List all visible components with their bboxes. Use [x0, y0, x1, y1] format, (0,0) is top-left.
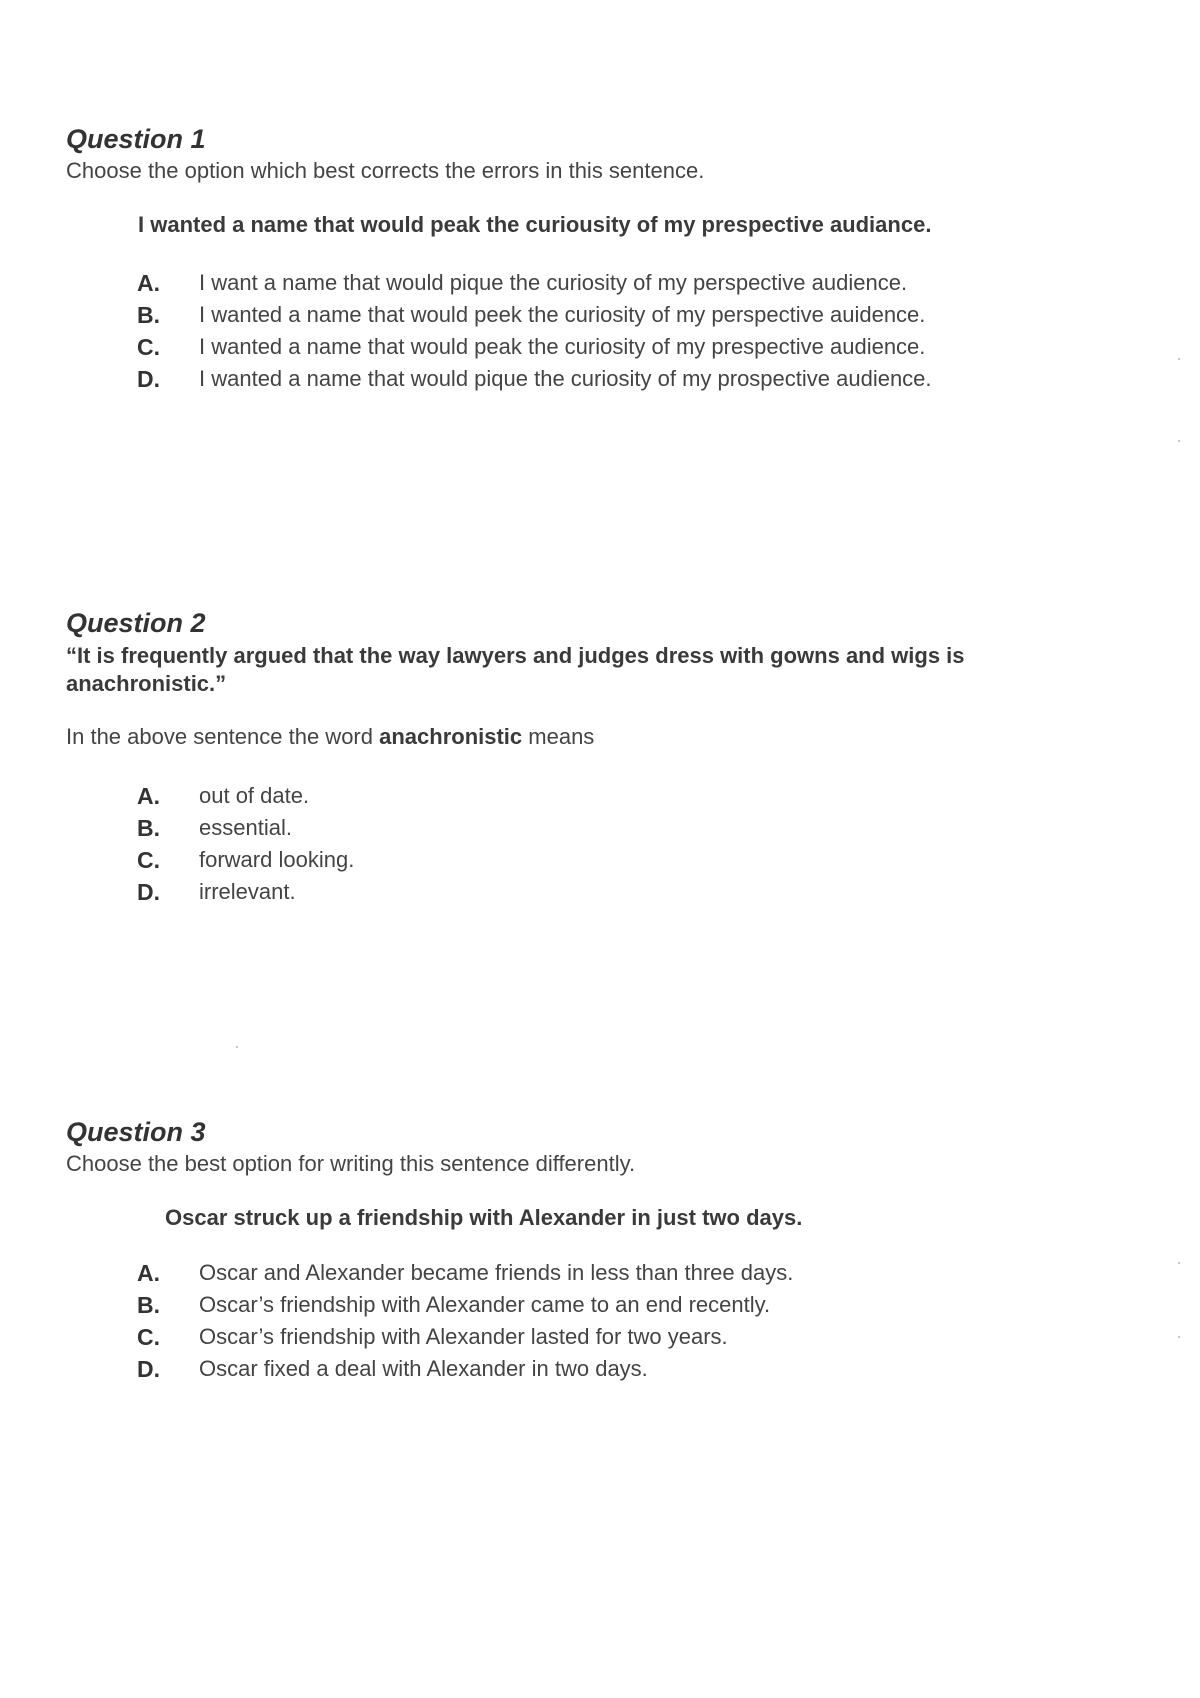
option-b: [137, 299, 1066, 331]
option-letter: A.: [137, 1260, 160, 1286]
option-letter: A.: [137, 783, 160, 809]
question-1: [66, 122, 1066, 395]
option-a: [137, 1257, 1066, 1289]
scan-speck: [1178, 1262, 1180, 1264]
option-text: Oscar’s friendship with Alexander lasted for two years.: [199, 1324, 728, 1349]
scan-speck: [1178, 440, 1180, 442]
question-sentence: Oscar struck up a friendship with Alexander in just two days.: [165, 1205, 803, 1230]
question-2: [66, 606, 1066, 908]
prompt-text-before: In the above sentence the word: [66, 724, 380, 749]
question-3: [66, 1115, 1066, 1385]
question-sentence: I wanted a name that would peak the curiousity of my prespective audiance.: [138, 212, 932, 237]
question-instruction: Choose the best option for writing this sentence differently.: [66, 1151, 636, 1176]
question-prompt: [66, 722, 1066, 752]
option-letter: D.: [137, 366, 160, 392]
option-text: Oscar and Alexander became friends in less than three days.: [199, 1260, 794, 1285]
question-title: Question 1: [66, 124, 206, 154]
option-letter: D.: [137, 1356, 160, 1382]
option-text: I wanted a name that would peek the curiosity of my perspective auidence.: [199, 302, 926, 327]
option-a: [137, 780, 1066, 812]
question-quote: “It is frequently argued that the way lawyers and judges dress with gowns and wigs is anachronistic.”: [66, 643, 965, 696]
option-d: [137, 1353, 1066, 1385]
option-text: Oscar fixed a deal with Alexander in two days.: [199, 1356, 648, 1381]
option-b: [137, 812, 1066, 844]
option-text: out of date.: [199, 783, 310, 808]
option-letter: C.: [137, 334, 160, 360]
option-letter: C.: [137, 847, 160, 873]
option-d: [137, 876, 1066, 908]
question-instruction: Choose the option which best corrects the errors in this sentence.: [66, 158, 705, 183]
option-text: Oscar’s friendship with Alexander came to an end recently.: [199, 1292, 771, 1317]
option-c: [137, 844, 1066, 876]
option-list: [137, 267, 1066, 395]
option-letter: C.: [137, 1324, 160, 1350]
option-list: [137, 780, 1066, 908]
option-text: essential.: [199, 815, 292, 840]
option-list: [137, 1257, 1066, 1385]
option-text: irrelevant.: [199, 879, 296, 904]
question-title: Question 2: [66, 608, 206, 638]
option-c: [137, 331, 1066, 363]
option-letter: D.: [137, 879, 160, 905]
option-text: I wanted a name that would pique the curiosity of my prospective audience.: [199, 366, 932, 391]
option-text: forward looking.: [199, 847, 355, 872]
option-letter: B.: [137, 302, 160, 328]
prompt-keyword: anachronistic: [379, 724, 523, 749]
option-letter: B.: [137, 815, 160, 841]
question-title: Question 3: [66, 1117, 206, 1147]
option-b: [137, 1289, 1066, 1321]
option-letter: A.: [137, 270, 160, 296]
prompt-text-after: means: [522, 724, 595, 749]
option-a: [137, 267, 1066, 299]
option-c: [137, 1321, 1066, 1353]
option-d: [137, 363, 1066, 395]
option-letter: B.: [137, 1292, 160, 1318]
scan-speck: [236, 1046, 238, 1048]
option-text: I want a name that would pique the curiosity of my perspective audience.: [199, 270, 908, 295]
scan-speck: [1178, 1336, 1180, 1338]
scan-speck: [1178, 358, 1180, 360]
option-text: I wanted a name that would peak the curiosity of my prespective audience.: [199, 334, 926, 359]
